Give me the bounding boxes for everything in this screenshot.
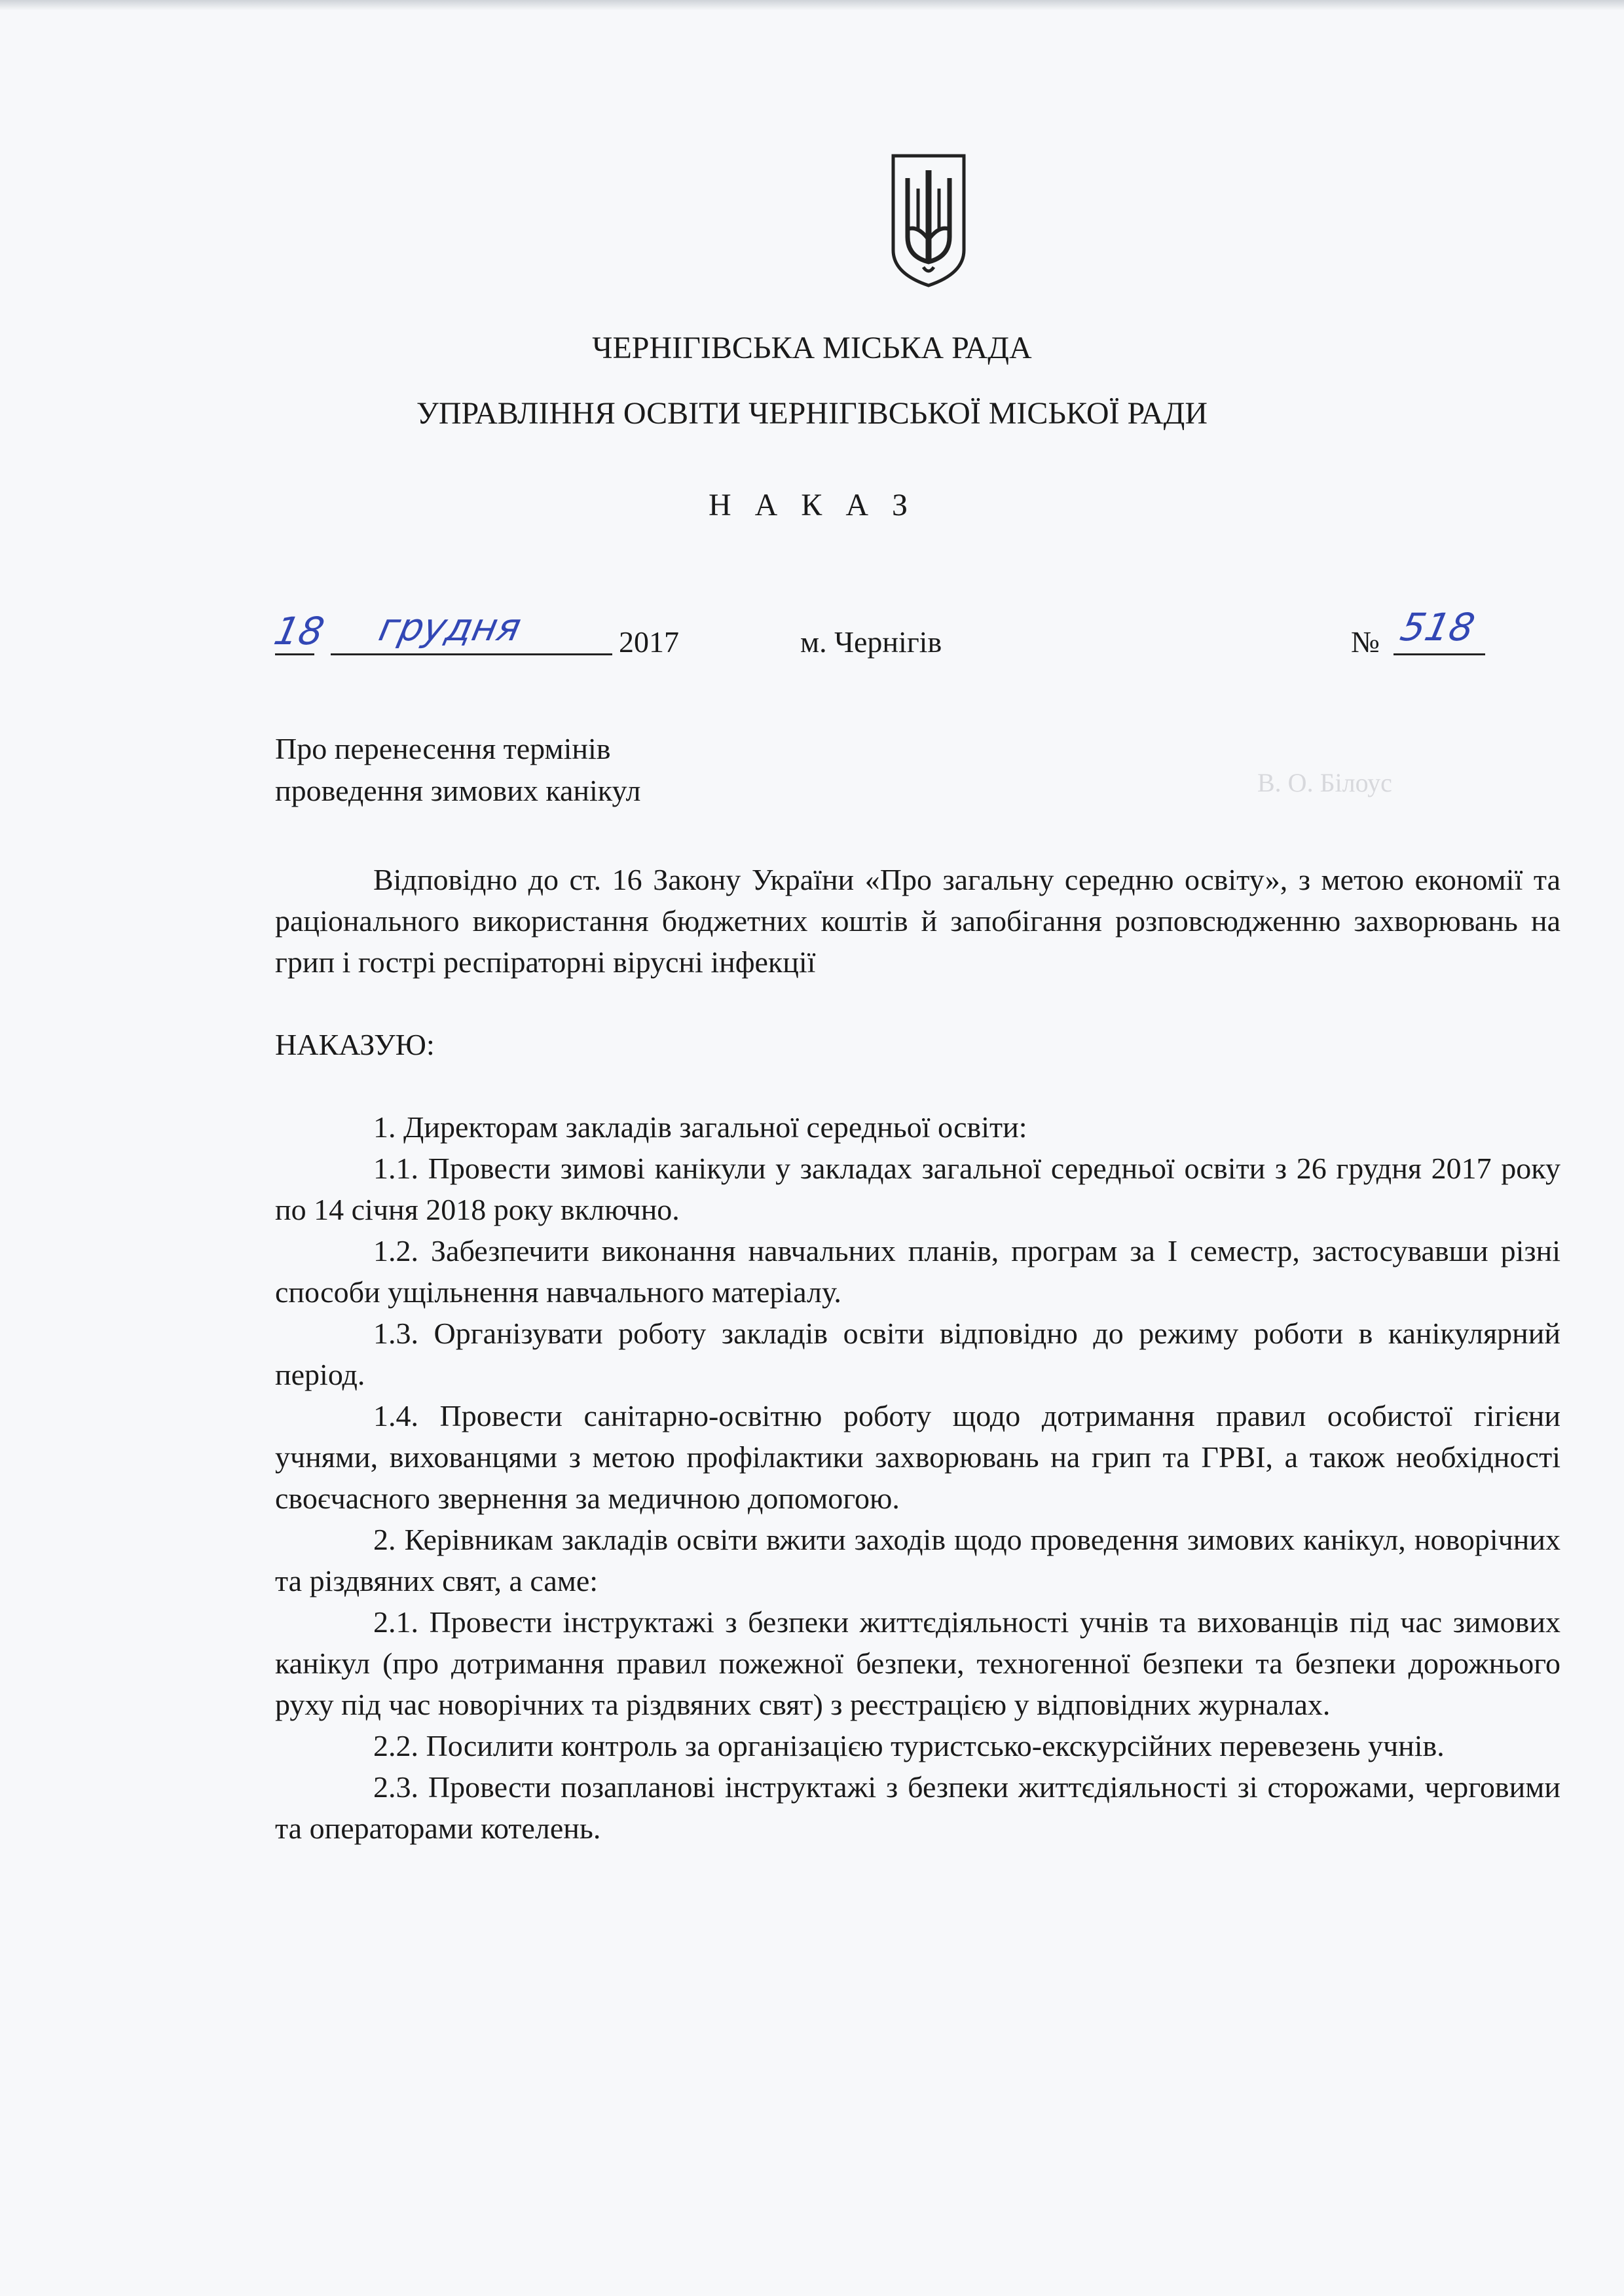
date-day-blank bbox=[275, 653, 314, 655]
item-1-2: 1.2. Забезпечити виконання навчальних планів, програм за І семестр, застосувавши різні способи ущільнення навчального матеріалу. bbox=[275, 1234, 1560, 1309]
issue-city: м. Чернігів bbox=[800, 625, 942, 659]
order-word: НАКАЗУЮ: bbox=[275, 1028, 435, 1061]
bleed-through-signature: В. О. Білоус bbox=[1257, 768, 1392, 797]
date-line bbox=[0, 605, 1624, 674]
handwritten-order-number: 518 bbox=[1396, 605, 1479, 649]
number-sign: № bbox=[1351, 625, 1380, 659]
handwritten-month: грудня bbox=[375, 605, 525, 649]
scan-edge bbox=[0, 0, 1624, 10]
order-subject bbox=[275, 728, 640, 812]
order-number-blank bbox=[1393, 653, 1485, 655]
order-body bbox=[275, 859, 1560, 1849]
item-2-1: 2.1. Провести інструктажі з безпеки життєдіяльності учнів та вихованців під час зимових канікул (про дотримання правил пожежної безпеки, техногенної безпеки та безпеки дорожнього руху під час новорічних та різдвяних свят) з реєстрацією у відповідних журналах. bbox=[275, 1605, 1560, 1721]
department-name: УПРАВЛІННЯ ОСВІТИ ЧЕРНІГІВСЬКОЇ МІСЬКОЇ РАДИ bbox=[416, 396, 1208, 431]
date-year: 2017 bbox=[619, 625, 679, 659]
council-name: ЧЕРНІГІВСЬКА МІСЬКА РАДА bbox=[592, 331, 1032, 365]
document-type-title: Н А К А З bbox=[708, 488, 916, 522]
item-1: 1. Директорам закладів загальної середньої освіти: bbox=[373, 1110, 1027, 1144]
item-2: 2. Керівникам закладів освіти вжити заходів щодо проведення зимових канікул, новорічних та різдвяних свят, а саме: bbox=[275, 1523, 1560, 1597]
item-2-2: 2.2. Посилити контроль за організацією туристсько-екскурсійних перевезень учнів. bbox=[373, 1729, 1445, 1762]
handwritten-day: 18 bbox=[270, 609, 329, 653]
item-1-3: 1.3. Організувати роботу закладів освіти відповідно до режиму роботи в канікулярний період. bbox=[275, 1317, 1560, 1391]
preamble-paragraph: Відповідно до ст. 16 Закону України «Про загальну середню освіту», з метою економії та раціонального використання бюджетних коштів й запобігання розповсюдженню захворювань на грип і гострі респіраторні вірусні інфекції bbox=[275, 863, 1560, 979]
subject-line-1: Про перенесення термінів bbox=[275, 732, 611, 765]
date-month-blank bbox=[331, 653, 612, 655]
item-2-3: 2.3. Провести позапланові інструктажі з безпеки життєдіяльності зі сторожами, черговими та операторами котелень. bbox=[275, 1770, 1560, 1845]
subject-line-2: проведення зимових канікул bbox=[275, 774, 641, 807]
item-1-4: 1.4. Провести санітарно-освітню роботу щодо дотримання правил особистої гігієни учнями, вихованцями з метою профілактики захворювань на грип та ГРВІ, а також необхідності своєчасного звернення за медичною допомогою. bbox=[275, 1399, 1560, 1515]
coat-of-arms-icon bbox=[889, 152, 968, 289]
item-1-1: 1.1. Провести зимові канікули у закладах загальної середньої освіти з 26 грудня 2017 року по 14 січня 2018 року включно. bbox=[275, 1152, 1560, 1226]
